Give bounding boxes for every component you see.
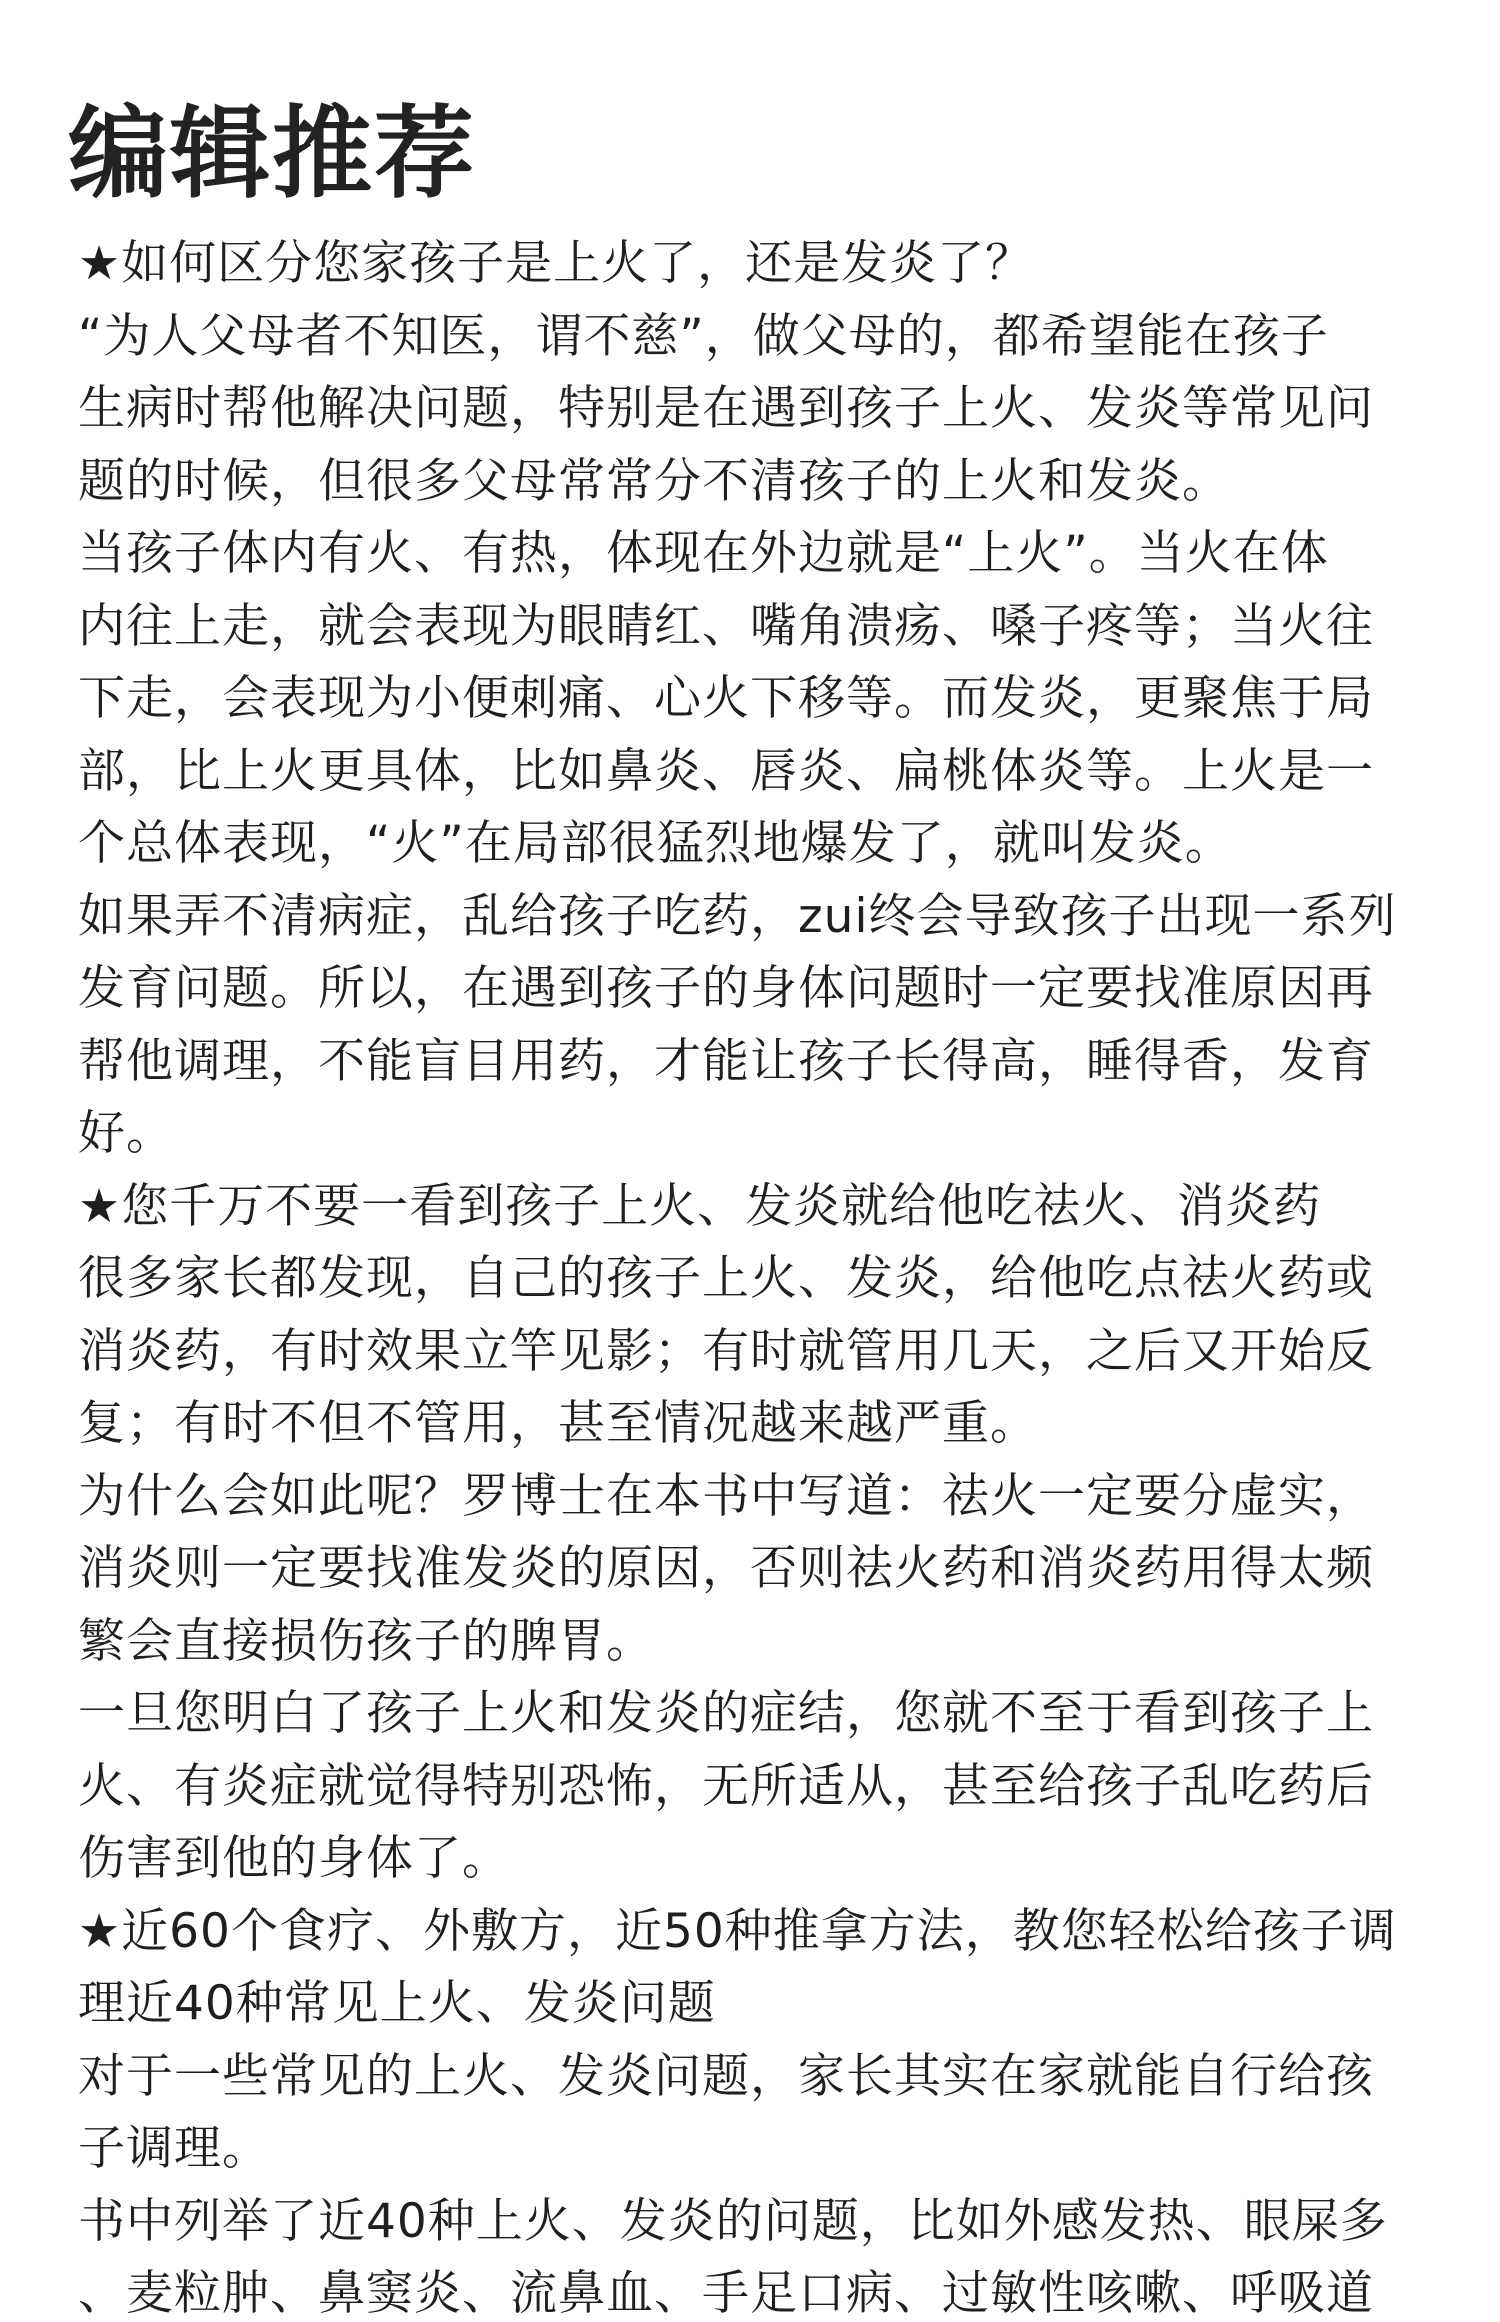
text-line: 内往上走，就会表现为眼睛红、嘴角溃疡、嗓子疼等；当火往 (78, 598, 1374, 654)
text-line: 消炎则一定要找准发炎的原因，否则祛火药和消炎药用得太频 (78, 1541, 1374, 1596)
text-line: 个总体表现，“火”在局部很猛烈地爆发了，就叫发炎。 (78, 816, 1233, 871)
text-line: 好。 (78, 1106, 174, 1161)
text-line: 繁会直接损伤孩子的脾胃。 (78, 1613, 654, 1669)
text-line: ★您千万不要一看到孩子上火、发炎就给他吃祛火、消炎药 (78, 1178, 1322, 1234)
text-line: 帮他调理，不能盲目用药，才能让孩子长得高，睡得香，发育 (78, 1033, 1374, 1089)
text-line: 下走，会表现为小便刺痛、心火下移等。而发炎，更聚焦于局 (78, 671, 1374, 726)
text-line: 伤害到他的身体了。 (78, 1831, 510, 1886)
text-line: 书中列举了近40种上火、发炎的问题，比如外感发热、眼屎多 (78, 2193, 1388, 2249)
text-line: 为什么会如此呢？罗博士在本书中写道：祛火一定要分虚实， (78, 1468, 1374, 1524)
text-line: 对于一些常见的上火、发炎问题，家长其实在家就能自行给孩 (78, 2048, 1374, 2104)
article-body (78, 228, 1438, 2322)
page-title: 编辑推荐 (68, 95, 476, 212)
text-line: 子调理。 (78, 2121, 270, 2176)
text-line: 当孩子体内有火、有热，体现在外边就是“上火”。当火在体 (78, 526, 1329, 581)
text-line: 发育问题。所以，在遇到孩子的身体问题时一定要找准原因再 (78, 961, 1374, 1016)
text-line: “为人父母者不知医，谓不慈”，做父母的，都希望能在孩子 (78, 308, 1329, 364)
text-line: ★如何区分您家孩子是上火了，还是发炎了？ (78, 236, 1034, 291)
text-line: 题的时候，但很多父母常常分不清孩子的上火和发炎。 (78, 453, 1230, 509)
text-line: 生病时帮他解决问题，特别是在遇到孩子上火、发炎等常见问 (78, 381, 1374, 436)
text-line: 如果弄不清病症，乱给孩子吃药，zui终会导致孩子出现一系列 (78, 888, 1397, 944)
text-line: 火、有炎症就觉得特别恐怖，无所适从，甚至给孩子乱吃药后 (78, 1758, 1374, 1814)
text-line: 理近40种常见上火、发炎问题 (78, 1976, 716, 2031)
text-line: 一旦您明白了孩子上火和发炎的症结，您就不至于看到孩子上 (78, 1686, 1374, 1741)
text-line: 、麦粒肿、鼻窦炎、流鼻血、手足口病、过敏性咳嗽、呼吸道 (78, 2266, 1374, 2321)
text-line: 很多家长都发现，自己的孩子上火、发炎，给他吃点祛火药或 (78, 1251, 1374, 1306)
text-line: 部，比上火更具体，比如鼻炎、唇炎、扁桃体炎等。上火是一 (78, 743, 1374, 799)
text-line: ★近60个食疗、外敷方，近50种推拿方法，教您轻松给孩子调 (78, 1903, 1397, 1959)
text-line: 复；有时不但不管用，甚至情况越来越严重。 (78, 1396, 1038, 1451)
text-line: 消炎药，有时效果立竿见影；有时就管用几天，之后又开始反 (78, 1323, 1374, 1379)
